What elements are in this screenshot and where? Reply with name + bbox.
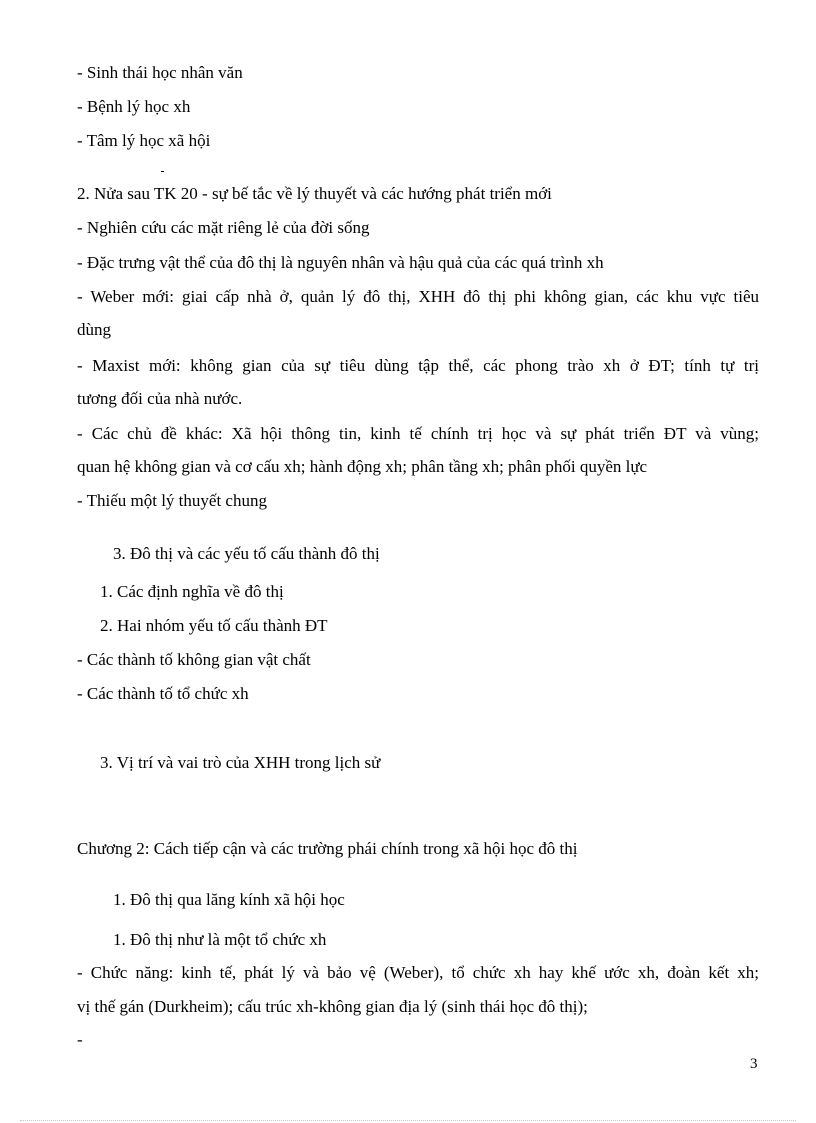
section-heading: 2. Nửa sau TK 20 - sự bế tắc về lý thuyết và các hướng phát triển mới bbox=[77, 184, 552, 203]
text-line: - Weber mới: giai cấp nhà ở, quản lý đô thị, XHH đô thị phi không gian, các khu vực tiêu bbox=[77, 287, 759, 306]
text-line: quan hệ không gian và cơ cấu xh; hành động xh; phân tầng xh; phân phối quyền lực bbox=[77, 457, 648, 476]
text-line: - Nghiên cứu các mặt riêng lẻ của đời sống bbox=[77, 218, 370, 237]
page-number: 3 bbox=[750, 1056, 758, 1072]
text-line: - Các thành tố tổ chức xh bbox=[77, 684, 249, 703]
text-line: - Chức năng: kinh tế, phát lý và bảo vệ (Weber), tổ chức xh hay khế ước xh, đoàn kết xh; bbox=[77, 963, 759, 982]
list-item: 1. Các định nghĩa về đô thị bbox=[100, 582, 284, 601]
text-line: dùng bbox=[77, 320, 111, 339]
list-item: 1. Đô thị như là một tổ chức xh bbox=[113, 930, 327, 949]
text-line: - Tâm lý học xã hội bbox=[77, 131, 211, 150]
stray-mark bbox=[161, 171, 164, 172]
text-line: - Sinh thái học nhân văn bbox=[77, 63, 243, 82]
list-item: 2. Hai nhóm yếu tố cấu thành ĐT bbox=[100, 616, 328, 635]
text-line: - Maxist mới: không gian của sự tiêu dùng tập thể, các phong trào xh ở ĐT; tính tự trị bbox=[77, 356, 759, 375]
text-line: - Thiếu một lý thuyết chung bbox=[77, 491, 267, 510]
text-line: - Đặc trưng vật thể của đô thị là nguyên nhân và hậu quả của các quá trình xh bbox=[77, 253, 604, 272]
text-line: vị thế gán (Durkheim); cấu trúc xh-không gian địa lý (sinh thái học đô thị); bbox=[77, 997, 588, 1016]
text-line: - bbox=[77, 1030, 83, 1049]
list-item: 1. Đô thị qua lăng kính xã hội học bbox=[113, 890, 345, 909]
list-item: 3. Vị trí và vai trò của XHH trong lịch sử bbox=[100, 753, 381, 772]
page-border bbox=[20, 1120, 796, 1121]
chapter-heading: Chương 2: Cách tiếp cận và các trường phái chính trong xã hội học đô thị bbox=[77, 839, 578, 858]
text-line: - Các thành tố không gian vật chất bbox=[77, 650, 311, 669]
section-heading: 3. Đô thị và các yếu tố cấu thành đô thị bbox=[113, 544, 380, 563]
text-line: tương đối của nhà nước. bbox=[77, 389, 243, 408]
text-line: - Bệnh lý học xh bbox=[77, 97, 191, 116]
text-line: - Các chủ đề khác: Xã hội thông tin, kinh tế chính trị học và sự phát triển ĐT và vùng; bbox=[77, 424, 759, 443]
